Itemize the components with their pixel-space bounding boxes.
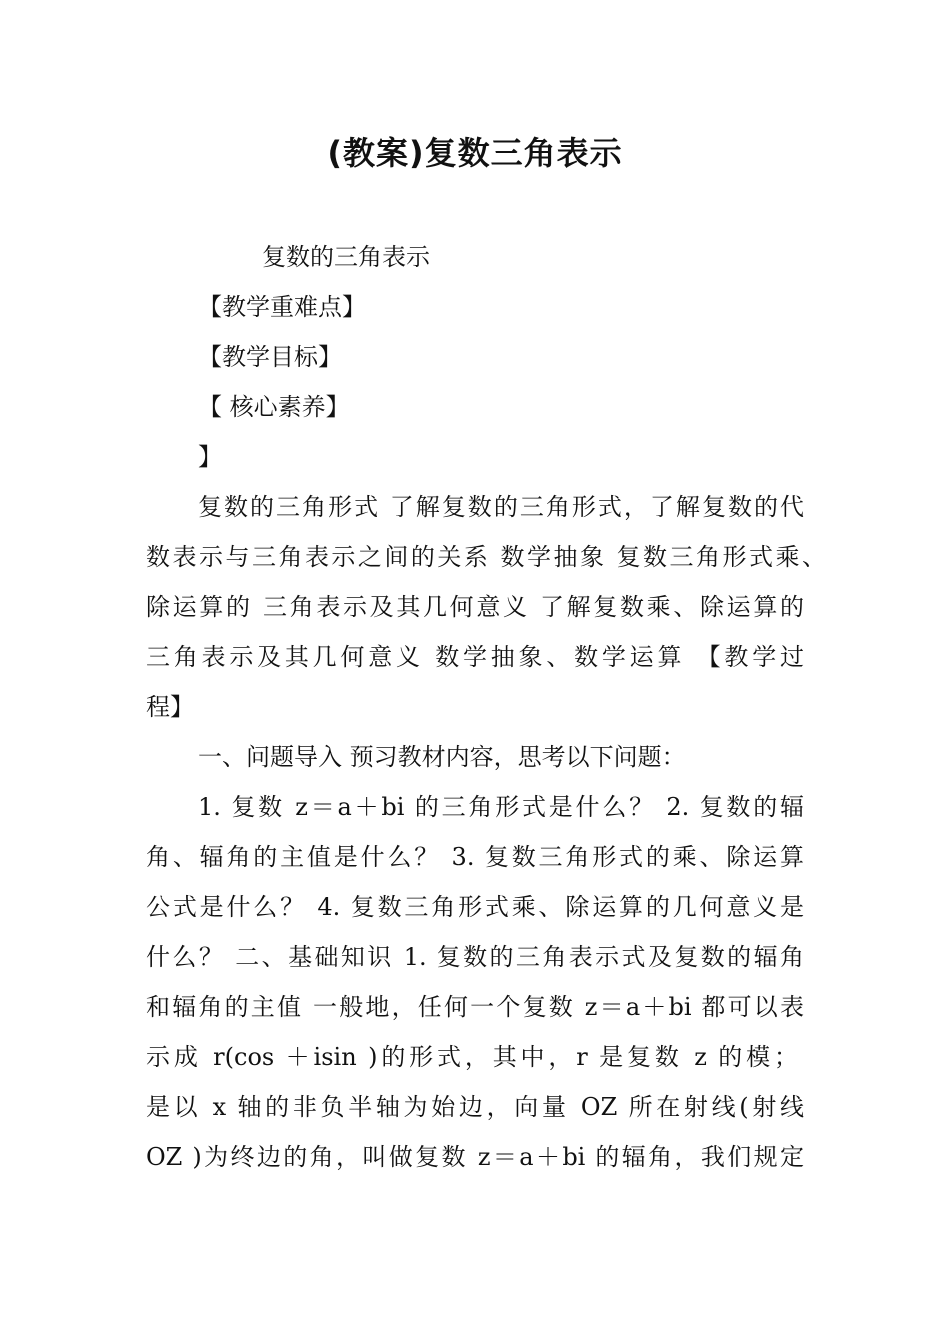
paragraph-line: 除运算的 三角表示及其几何意义 了解复数乘、除运算的: [146, 593, 804, 621]
section-heading-key-points: 【教学重难点】: [198, 293, 366, 321]
paragraph-line: 一、问题导入 预习教材内容，思考以下问题：: [198, 743, 686, 771]
paragraph-line: 公式是什么？ 4. 复数三角形式乘、除运算的几何意义是: [146, 893, 804, 921]
paragraph-line: 1. 复数 z＝a＋bi 的三角形式是什么？ 2. 复数的辐: [198, 793, 804, 821]
paragraph-line: 是以 x 轴的非负半轴为始边，向量 OZ 所在射线(射线: [146, 1093, 804, 1121]
bracket-line: 】: [198, 443, 222, 471]
paragraph-line: 复数的三角形式 了解复数的三角形式，了解复数的代: [198, 493, 804, 521]
section-heading-literacy: 【 核心素养】: [198, 393, 350, 421]
paragraph-line: 程】: [146, 693, 194, 721]
subtitle-line: 复数的三角表示: [262, 243, 430, 271]
paragraph-line: 什么？ 二、基础知识 1. 复数的三角表示式及复数的辐角: [146, 943, 804, 971]
paragraph-line: OZ )为终边的角，叫做复数 z＝a＋bi 的辐角，我们规定: [146, 1143, 804, 1171]
document-title: (教案)复数三角表示: [327, 134, 623, 172]
paragraph-line: 三角表示及其几何意义 数学抽象、数学运算 【教学过: [146, 643, 804, 671]
paragraph-line: 角、辐角的主值是什么？ 3. 复数三角形式的乘、除运算: [146, 843, 804, 871]
paragraph-line: 和辐角的主值 一般地，任何一个复数 z＝a＋bi 都可以表: [146, 993, 804, 1021]
paragraph-line: 示成 r(cos ＋isin )的形式，其中，r 是复数 z 的模；: [146, 1043, 798, 1071]
paragraph-line: 数表示与三角表示之间的关系 数学抽象 复数三角形式乘、: [146, 543, 826, 571]
section-heading-objectives: 【教学目标】: [198, 343, 342, 371]
